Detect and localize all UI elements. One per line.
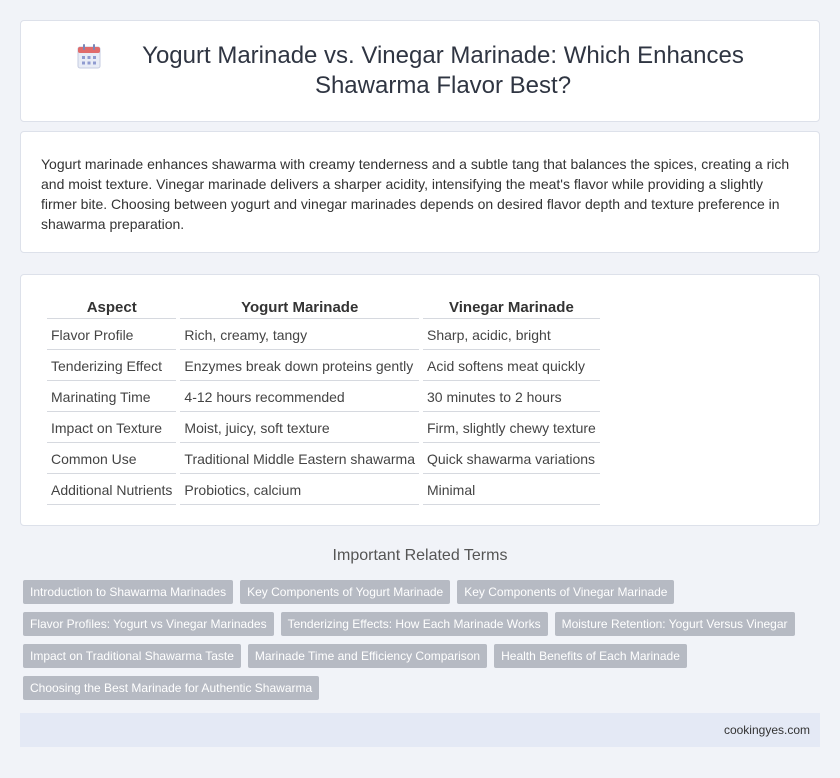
related-term-link[interactable]: Key Components of Yogurt Marinade xyxy=(240,580,450,604)
cell-aspect: Tenderizing Effect xyxy=(47,350,176,381)
footer xyxy=(20,713,820,747)
cell-aspect: Impact on Texture xyxy=(47,412,176,443)
related-term-link[interactable]: Marinade Time and Efficiency Comparison xyxy=(248,644,487,668)
header-vinegar: Vinegar Marinade xyxy=(423,295,600,319)
cell-vinegar: Quick shawarma variations xyxy=(423,443,600,474)
related-term-link[interactable]: Introduction to Shawarma Marinades xyxy=(23,580,233,604)
cell-vinegar: Sharp, acidic, bright xyxy=(423,319,600,350)
table-row xyxy=(47,474,600,505)
cell-vinegar: Minimal xyxy=(423,474,600,505)
cell-yogurt: Enzymes break down proteins gently xyxy=(180,350,419,381)
cell-yogurt: Moist, juicy, soft texture xyxy=(180,412,419,443)
comparison-table xyxy=(43,295,604,505)
cell-yogurt: Traditional Middle Eastern shawarma xyxy=(180,443,419,474)
cell-yogurt: Probiotics, calcium xyxy=(180,474,419,505)
site-name[interactable]: cookingyes.com xyxy=(723,723,810,737)
table-header-row xyxy=(47,295,600,319)
related-terms-title: Important Related Terms xyxy=(332,547,508,564)
cell-vinegar: Acid softens meat quickly xyxy=(423,350,600,381)
header-yogurt: Yogurt Marinade xyxy=(180,295,419,319)
cell-vinegar: Firm, slightly chewy texture xyxy=(423,412,600,443)
cell-aspect: Additional Nutrients xyxy=(47,474,176,505)
cell-vinegar: 30 minutes to 2 hours xyxy=(423,381,600,412)
table-row xyxy=(47,412,600,443)
title-card xyxy=(20,20,820,122)
related-term-link[interactable]: Flavor Profiles: Yogurt vs Vinegar Marinades xyxy=(23,612,274,636)
table-row xyxy=(47,319,600,350)
cell-yogurt: Rich, creamy, tangy xyxy=(180,319,419,350)
related-term-link[interactable]: Impact on Traditional Shawarma Taste xyxy=(23,644,241,668)
related-term-link[interactable]: Key Components of Vinegar Marinade xyxy=(457,580,674,604)
cell-aspect: Marinating Time xyxy=(47,381,176,412)
intro-paragraph: Yogurt marinade enhances shawarma with creamy tenderness and a subtle tang that balances the spices, creating a rich and moist texture. Vinegar marinade delivers a sharper acidity, intensifying the meat's flavor while providing a slightly firmer bite. Choosing between yogurt and vinegar marinades depends on desired flavor depth and texture preference in shawarma preparation. xyxy=(41,156,790,232)
title-wrap xyxy=(77,41,763,101)
page-title: Yogurt Marinade vs. Vinegar Marinade: Which Enhances Shawarma Flavor Best? xyxy=(142,42,744,99)
cell-yogurt: 4-12 hours recommended xyxy=(180,381,419,412)
related-terms-list xyxy=(23,580,823,708)
cell-aspect: Common Use xyxy=(47,443,176,474)
related-term-link[interactable]: Moisture Retention: Yogurt Versus Vinegar xyxy=(555,612,795,636)
table-row xyxy=(47,443,600,474)
related-term-link[interactable]: Tenderizing Effects: How Each Marinade Works xyxy=(281,612,548,636)
header-aspect: Aspect xyxy=(47,295,176,319)
cell-aspect: Flavor Profile xyxy=(47,319,176,350)
comparison-card xyxy=(20,274,820,526)
table-row xyxy=(47,381,600,412)
calendar-icon xyxy=(77,43,101,69)
related-term-link[interactable]: Health Benefits of Each Marinade xyxy=(494,644,687,668)
table-row xyxy=(47,350,600,381)
related-term-link[interactable]: Choosing the Best Marinade for Authentic Shawarma xyxy=(23,676,319,700)
intro-card xyxy=(20,131,820,253)
